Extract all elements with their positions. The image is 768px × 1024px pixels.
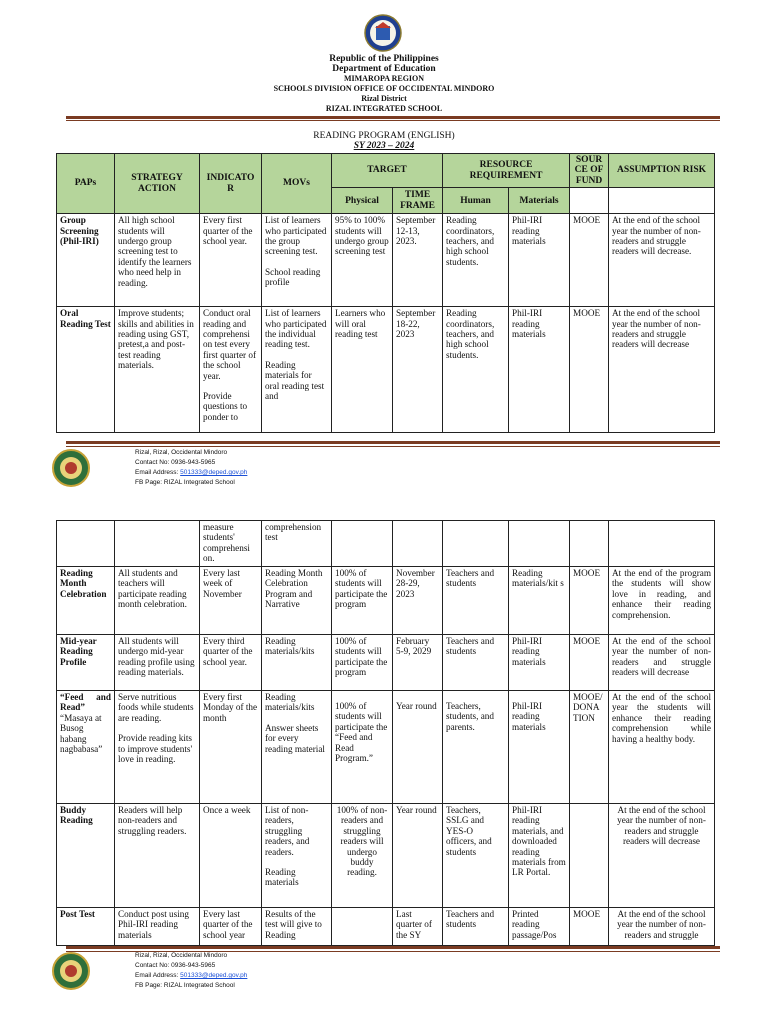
reading-program-table-page1 [56,153,715,433]
cell-human: Teachers, SSLG and YES-O officers, and students [443,804,509,908]
cell-materials: Phil-IRI reading materials [509,635,570,691]
cell-strategy: All students will undergo mid-year reading profile using reading materials. [115,635,200,691]
cell-indicator: Every third quarter of the school year. [200,635,262,691]
cell-source: MOOE [570,307,609,433]
deped-seal [364,14,402,52]
table-row [57,307,715,433]
program-title: READING PROGRAM (ENGLISH) [313,131,455,141]
strategy-line1: Serve nutritious foods while students are reading. [118,692,194,723]
school-logo-icon [52,952,90,990]
cell-source: MOOE [570,214,609,307]
cell-paps [57,691,115,804]
department-line: Department of Education [332,64,436,74]
cell-physical: 95% to 100% students will undergo group screening test [332,214,393,307]
cell-movs [262,691,332,804]
paps-title: “Feed and Read” [60,692,111,713]
movs-line2: Reading materials [265,867,299,888]
col-physical: Physical [332,188,393,214]
paps-subtitle: “Masaya at Busog habang nagbabasa” [60,712,103,755]
cell-human: Reading coordinators, teachers, and high school students. [443,214,509,307]
district-line: Rizal District [361,94,407,103]
cell-materials: Phil-IRI reading materials [509,307,570,433]
risk-sub-empty [609,188,715,214]
col-paps: PAPs [57,154,115,214]
cell-materials: Phil-IRI reading materials, and downloaded reading materials from LR Portal. [509,804,570,908]
movs-line2: Reading materials for oral reading test and [265,359,325,402]
cell-strategy: Readers will help non-readers and struggling readers. [115,804,200,908]
col-time: TIME FRAME [393,188,443,214]
movs-line2: Answer sheets for every reading material [265,722,325,754]
cell-materials: Reading materials/kit s [509,567,570,635]
cell-time: February 5-9, 2029 [393,635,443,691]
col-human: Human [443,188,509,214]
cell-human: Reading coordinators, teachers, and high school students. [443,307,509,433]
cell-time: Year round [393,804,443,908]
col-resource: RESOURCE REQUIREMENT [443,154,570,188]
col-strategy: STRATEGY ACTION [115,154,200,214]
table-row [57,804,715,908]
cell-time: September 18-22, 2023 [393,307,443,433]
footer-fb: FB Page: RIZAL Integrated School [135,479,235,486]
cell-movs: Reading Month Celebration Program and Narrative [262,567,332,635]
footer-email [135,468,247,478]
cell-risk: At the end of the program the students will show love in reading, and enhance their reading comprehension. [609,567,715,635]
table-row [57,908,715,946]
cell-physical: 100% of students will participate the program [332,567,393,635]
cell-time: Year round [393,691,443,804]
republic-line: Republic of the Philippines [329,54,439,64]
cell-human: Teachers, students, and parents. [443,691,509,804]
table-row [57,521,715,567]
footer2-contact: Contact No: 0936-943-5965 [135,962,216,969]
header-rule-thin [66,120,720,121]
cell-indicator: Every first quarter of the school year. [200,214,262,307]
col-materials: Materials [509,188,570,214]
col-indicator: INDICATO R [200,154,262,214]
cell-physical: 100% of students will participate the program [332,635,393,691]
cell-risk: At the end of the school year the number of non-readers and struggle [609,908,715,946]
footer2-email-label: Email Address: [135,972,179,979]
table-row [57,691,715,804]
cell-risk: At the end of the school year the number of non-readers and struggle readers will decrease. [609,214,715,307]
cell-indicator: measure students' comprehensi on. [200,521,262,567]
cell-physical: 100% of students will participate the “Feed and Read Program.” [332,691,393,804]
movs-line2: School reading profile [265,266,321,288]
school-year: SY 2023 – 2024 [353,141,415,151]
cell-indicator [200,307,262,433]
cell-paps: Oral Reading Test [57,307,115,433]
cell-strategy: All students and teachers will participate reading month celebration. [115,567,200,635]
cell-risk: At the end of the school year the number of non-readers and struggle readers will decrease [609,635,715,691]
region-line: MIMAROPA REGION [343,74,425,83]
movs-line1: Reading materials/kits [265,692,315,713]
school-line: RIZAL INTEGRATED SCHOOL [325,104,443,113]
table-row [57,567,715,635]
cell-paps: Group Screening (Phil-IRI) [57,214,115,307]
cell-indicator: Once a week [200,804,262,908]
footer-address: Rizal, Rizal, Occidental Mindoro [135,449,228,456]
cell-strategy: All high school students will undergo group screening test to identify the learners who need help in reading. [115,214,200,307]
cell-source: MOOE/ DONA TION [570,691,609,804]
movs-line1: List of non-readers, struggling readers, and readers. [265,805,310,857]
col-movs: MOVs [262,154,332,214]
footer2-email [135,971,247,981]
movs-line1: List of learners who participated the individual reading test. [265,308,327,350]
col-target: TARGET [332,154,443,188]
cell-human: Teachers and students [443,908,509,946]
cell-risk: At the end of the school year the students will enhance their reading comprehension while having a healthy body. [609,691,715,804]
cell-human: Teachers and students [443,567,509,635]
footer-rule [66,441,720,444]
footer2-address: Rizal, Rizal, Occidental Mindoro [135,952,228,959]
col-risk: ASSUMPTION RISK [609,154,715,188]
cell-source: MOOE [570,908,609,946]
footer2-email-link[interactable]: 501333@deped.gov.ph [180,972,248,979]
cell-human: Teachers and students [443,635,509,691]
school-logo-icon [52,449,90,487]
cell-movs [262,307,332,433]
cell-physical: 100% of non-readers and struggling readers will undergo buddy reading. [332,804,393,908]
cell-movs: Results of the test will give to Reading [262,908,332,946]
footer-email-label: Email Address: [135,469,179,476]
header-rule [66,116,720,119]
footer-contact: Contact No: 0936-943-5965 [135,459,216,466]
table-row [57,214,715,307]
division-line: SCHOOLS DIVISION OFFICE OF OCCIDENTAL MINDORO [273,84,495,93]
cell-time: September 12-13, 2023. [393,214,443,307]
cell-strategy [115,691,200,804]
col-source: SOUR CE OF FUND [570,154,609,188]
cell-time: November 28-29, 2023 [393,567,443,635]
cell-materials: Phil-IRI reading materials [509,691,570,804]
cell-materials: Printed reading passage/Pos [509,908,570,946]
cell-indicator: Every last week of November [200,567,262,635]
cell-movs [262,804,332,908]
cell-strategy: Improve students; skills and abilities in reading using GST, pretest,a and post-test reading materials. [115,307,200,433]
cell-source: MOOE [570,635,609,691]
cell-source: MOOE [570,567,609,635]
cell-risk: At the end of the school year the number of non-readers and struggle readers will decrease [609,804,715,908]
indicator-line2: Provide questions to ponder to [203,391,248,422]
strategy-line2: Provide reading kits to improve students' love in reading. [118,733,193,765]
footer-rule-thin [66,446,720,447]
cell-paps: Mid-year Reading Profile [57,635,115,691]
cell-movs: Reading materials/kits [262,635,332,691]
cell-paps: Post Test [57,908,115,946]
cell-physical: Learners who will oral reading test [332,307,393,433]
cell-risk: At the end of the school year the number of non-readers and struggle readers will decrease [609,307,715,433]
footer-email-link[interactable]: 501333@deped.gov.ph [180,469,248,476]
cell-paps: Buddy Reading [57,804,115,908]
table-row [57,635,715,691]
movs-line1: List of learners who participated the group screening test. [265,215,327,257]
reading-program-table-page2 [56,520,715,946]
cell-movs [262,214,332,307]
cell-indicator: Every last quarter of the school year [200,908,262,946]
cell-materials: Phil-IRI reading materials [509,214,570,307]
cell-indicator: Every first Monday of the month [200,691,262,804]
cell-strategy: Conduct post using Phil-IRI reading materials [115,908,200,946]
cell-movs: comprehension test [262,521,332,567]
source-sub-empty [570,188,609,214]
indicator-line1: Conduct oral reading and comprehensi on test every first quarter of the school year. [203,308,257,381]
cell-paps: Reading Month Celebration [57,567,115,635]
footer2-rule [66,946,720,949]
cell-time: Last quarter of the SY [393,908,443,946]
footer2-fb: FB Page: RIZAL Integrated School [135,982,235,989]
